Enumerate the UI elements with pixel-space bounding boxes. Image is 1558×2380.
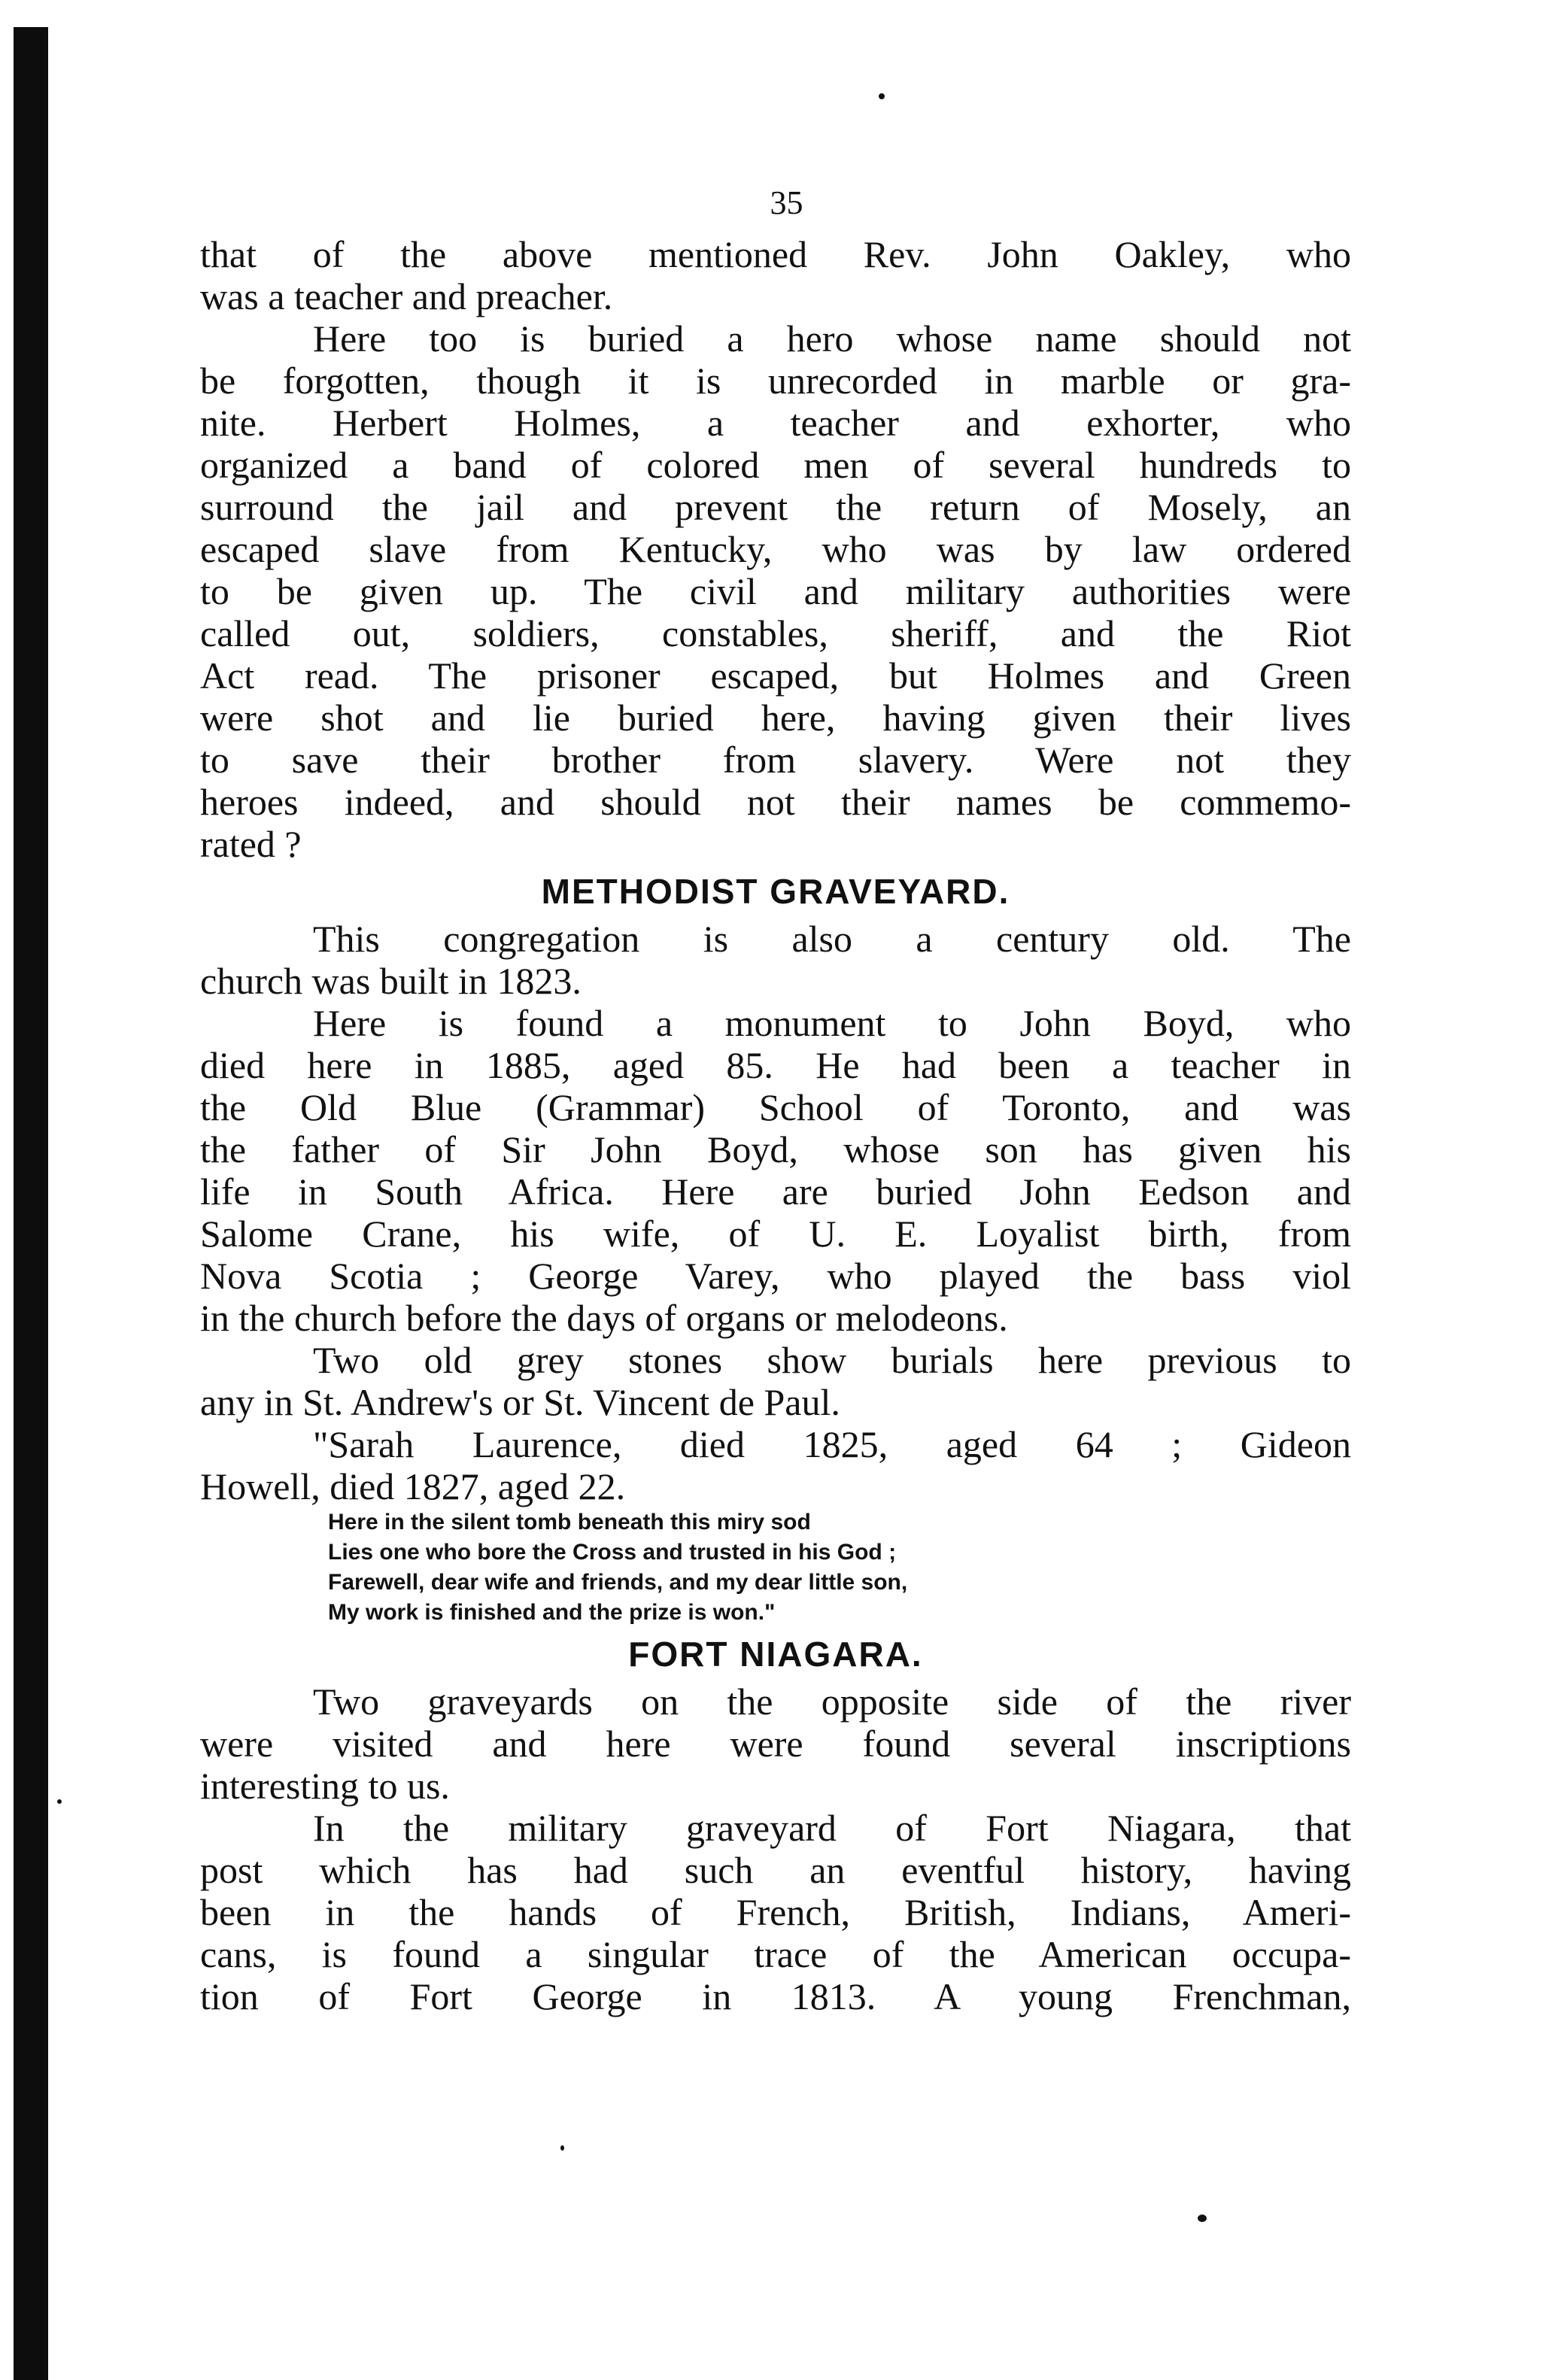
text-line: the father of Sir John Boyd, whose son has given his bbox=[200, 1128, 1351, 1170]
text-line: called out, soldiers, constables, sheriff, and the Riot bbox=[200, 612, 1351, 654]
text-line: the Old Blue (Grammar) School of Toronto, and was bbox=[200, 1086, 1351, 1128]
section-heading-fort-niagara: FORT NIAGARA. bbox=[628, 1635, 923, 1674]
text-line: nite. Herbert Holmes, a teacher and exhorter, who bbox=[200, 402, 1351, 444]
text-line: "Sarah Laurence, died 1825, aged 64 ; Gideon bbox=[313, 1423, 1351, 1465]
text-line: died here in 1885, aged 85. He had been a teacher in bbox=[200, 1044, 1351, 1086]
text-line: rated ? bbox=[200, 823, 302, 865]
text-line: were shot and lie buried here, having given their lives bbox=[200, 697, 1351, 739]
text-line: were visited and here were found several inscriptions bbox=[200, 1723, 1351, 1765]
text-line: heroes indeed, and should not their names be commemo- bbox=[200, 781, 1351, 823]
text-line: escaped slave from Kentucky, who was by law ordered bbox=[200, 528, 1351, 570]
section-heading-methodist-graveyard: METHODIST GRAVEYARD. bbox=[541, 872, 1010, 911]
text-line: In the military graveyard of Fort Niagara, that bbox=[313, 1807, 1351, 1849]
text-line: was a teacher and preacher. bbox=[200, 275, 613, 317]
text-line: Salome Crane, his wife, of U. E. Loyalist birth, from bbox=[200, 1213, 1351, 1255]
text-line: to save their brother from slavery. Were not they bbox=[200, 739, 1351, 781]
text-line: to be given up. The civil and military authorities were bbox=[200, 570, 1351, 612]
text-line: Act read. The prisoner escaped, but Holmes and Green bbox=[200, 654, 1351, 697]
text-line: Howell, died 1827, aged 22. bbox=[200, 1465, 626, 1507]
ink-speck bbox=[57, 1799, 62, 1804]
text-line: This congregation is also a century old. The bbox=[313, 918, 1351, 960]
page-number: 35 bbox=[770, 184, 803, 221]
text-line: in the church before the days of organs or melodeons. bbox=[200, 1297, 1008, 1339]
text-line: Two old grey stones show burials here previous to bbox=[313, 1339, 1351, 1381]
text-line: life in South Africa. Here are buried John Eedson and bbox=[200, 1170, 1351, 1213]
ink-speck bbox=[879, 93, 885, 99]
text-line: any in St. Andrew's or St. Vincent de Paul. bbox=[200, 1381, 840, 1423]
epitaph-line: Farewell, dear wife and friends, and my dear little son, bbox=[328, 1570, 908, 1595]
text-line: been in the hands of French, British, Indians, Ameri- bbox=[200, 1891, 1351, 1933]
text-line: interesting to us. bbox=[200, 1765, 450, 1807]
text-line: tion of Fort George in 1813. A young Frenchman, bbox=[200, 1975, 1351, 2017]
body-text bbox=[200, 233, 1351, 2017]
epitaph-line: My work is finished and the prize is won." bbox=[328, 1600, 776, 1625]
text-line: organized a band of colored men of several hundreds to bbox=[200, 444, 1351, 486]
text-line: that of the above mentioned Rev. John Oakley, who bbox=[200, 233, 1351, 275]
text-line: church was built in 1823. bbox=[200, 960, 582, 1002]
epitaph-line: Here in the silent tomb beneath this miry sod bbox=[328, 1510, 811, 1535]
text-line: Two graveyards on the opposite side of the river bbox=[313, 1680, 1351, 1723]
text-line: Here too is buried a hero whose name should not bbox=[313, 317, 1351, 360]
text-line: Nova Scotia ; George Varey, who played the bass viol bbox=[200, 1255, 1351, 1297]
binding-edge bbox=[14, 27, 48, 2380]
ink-speck bbox=[1198, 2215, 1207, 2222]
text-line: cans, is found a singular trace of the American occupa- bbox=[200, 1933, 1351, 1975]
epitaph-line: Lies one who bore the Cross and trusted in his God ; bbox=[328, 1540, 897, 1565]
text-line: surround the jail and prevent the return of Mosely, an bbox=[200, 486, 1351, 528]
text-line: be forgotten, though it is unrecorded in marble or gra- bbox=[200, 360, 1351, 402]
text-line: post which has had such an eventful history, having bbox=[200, 1849, 1351, 1891]
ink-speck bbox=[560, 2145, 564, 2151]
text-line: Here is found a monument to John Boyd, who bbox=[313, 1002, 1351, 1044]
